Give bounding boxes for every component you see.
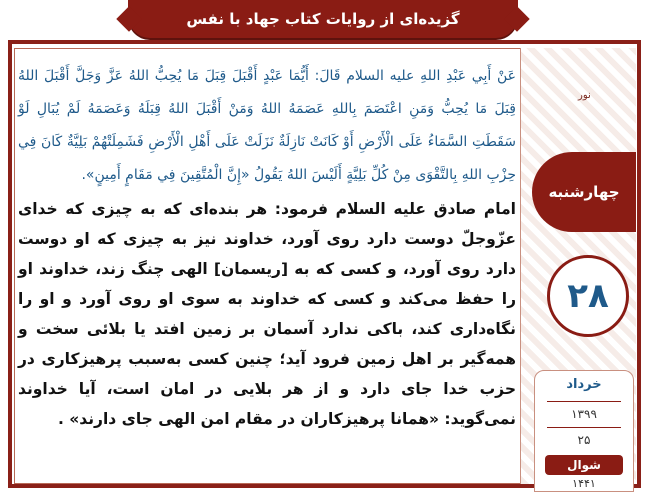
page-title: گزیده‌ای از روایات کتاب جهاد با نفس [186, 10, 460, 28]
month-lunar: شوال [545, 455, 623, 475]
day-number-badge [547, 255, 629, 337]
day-name-ribbon [532, 152, 636, 232]
date-divider [547, 401, 621, 402]
arabic-text: عَنْ أَبِي عَبْدِ اللهِ عليه السلام قَالَ: أَيُّمَا عَبْدٍ أَقْبَلَ قِبَلَ مَا يُحِبُّ اللهُ عَزَّ وَجَلَّ أَقْبَلَ اللهُ قِبَلَ مَا يُحِبُّ وَمَنِ اعْتَصَمَ بِاللهِ عَصَمَهُ اللهُ وَمَنْ أَقْبَلَ اللهُ قِبَلَهُ وَعَصَمَهُ لَمْ يُبَالِ لَوْ سَقَطَتِ السَّمَاءُ عَلَى الْأَرْضِ أَوْ كَانَتْ نَازِلَةٌ نَزَلَتْ عَلَى أَهْلِ الْأَرْضِ فَشَمِلَتْهُمْ بَلِيَّةٌ كَانَ فِي حِزْبِ اللهِ بِالتَّقْوَى مِنْ كُلِّ بَلِيَّةٍ أَلَيْسَ اللهُ يَقُولُ «إِنَّ الْمُتَّقِينَ فِي مَقَامٍ أَمِينٍ». [18, 68, 516, 183]
day-lunar: ۲۵ [577, 433, 591, 447]
persian-translation: امام صادق عليه السلام فرمود: هر بنده‌ای که به چیزی که خدای عزّوجلّ دوست دارد روی آورد، خداوند نیز به چیزی که او دوست دارد روی آورد، و کسی که به [ریسمان] الهی چنگ زند، خداوند او را حفظ می‌کند و کسی که خداوند به سوی او روی آورد و او را نگاه‌داری کند، باکی ندارد آسمان بر زمین افتد یا بلائی سخت و همه‌گیر بر اهل زمین فرود آید؛ چنین کسی به‌سبب پرهیزکاری در حزب خدا جای دارد و از هر بلایی در امان است، آیا خداوند نمی‌گوید: «همانا پرهیزکاران در مقام امن الهی جای دارند» . [18, 200, 516, 428]
month-shamsi: خرداد [566, 377, 602, 392]
year-lunar: ۱۴۴۱ [572, 477, 596, 490]
day-name: چهارشنبه [548, 183, 620, 201]
year-shamsi: ۱۳۹۹ [571, 407, 597, 421]
header-ribbon [128, 0, 518, 38]
date-panel [534, 370, 634, 492]
hadith-content [18, 60, 516, 480]
date-divider [547, 427, 621, 428]
side-top-label: نور [578, 90, 591, 101]
day-number: ۲۸ [567, 276, 609, 316]
